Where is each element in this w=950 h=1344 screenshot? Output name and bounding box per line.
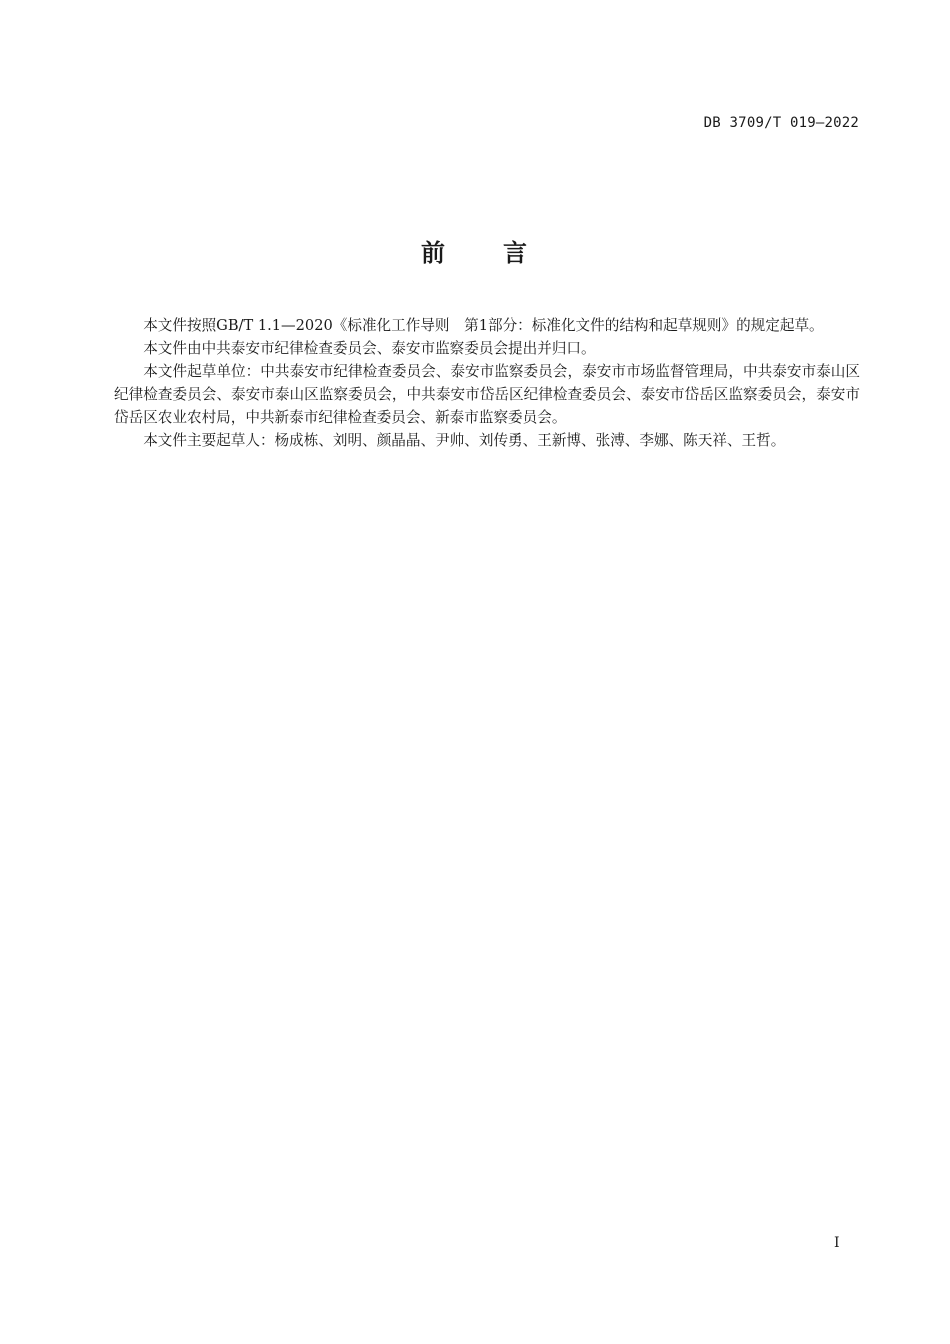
title-char-2: 言 — [503, 239, 529, 267]
paragraph-drafting-basis: 本文件按照GB/T 1.1—2020《标准化工作导则 第1部分：标准化文件的结构和起草规则》的规定起草。 — [143, 317, 824, 334]
title-char-1: 前 — [421, 239, 447, 267]
paragraph-proposer: 本文件由中共泰安市纪律检查委员会、泰安市监察委员会提出并归口。 — [143, 340, 596, 357]
paragraph-drafting-units: 本文件起草单位：中共泰安市纪律检查委员会、泰安市监察委员会，泰安市市场监督管理局，中共泰安市泰山区纪律检查委员会、泰安市泰山区监察委员会，中共泰安市岱岳区纪律检查委员会、泰安市岱岳区监察委员会，泰安市岱岳区农业农村局，中共新泰市纪律检查委员会、新泰市监察委员会。 — [114, 363, 860, 426]
page-title — [0, 233, 950, 268]
page-number: I — [834, 1235, 840, 1251]
document-number: DB 3709/T 019—2022 — [703, 115, 859, 131]
paragraph-main-drafters: 本文件主要起草人：杨成栋、刘明、颜晶晶、尹帅、刘传勇、王新博、张溥、李娜、陈天祥、王哲。 — [143, 432, 786, 449]
foreword-body — [114, 314, 860, 452]
